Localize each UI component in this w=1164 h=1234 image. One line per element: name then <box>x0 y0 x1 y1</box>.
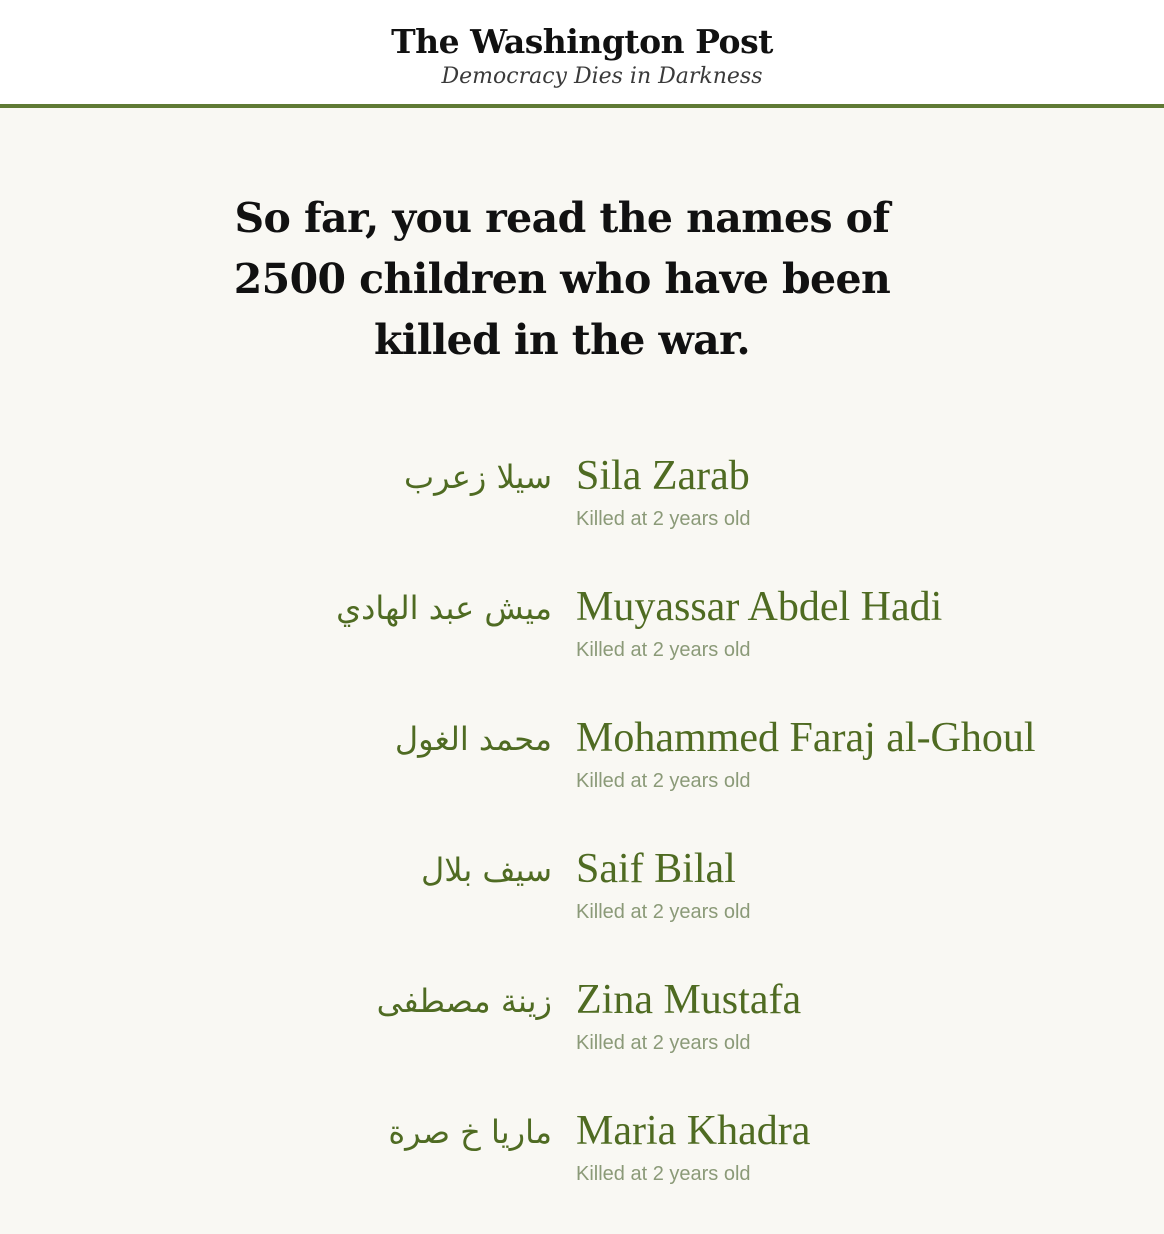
list-item <box>0 972 1164 1103</box>
list-item <box>0 448 1164 579</box>
arabic-name: سيف بلال <box>420 851 552 889</box>
site-header <box>0 0 1164 108</box>
list-item <box>0 710 1164 841</box>
arabic-name: ماريا خ صرة <box>388 1113 552 1151</box>
age-caption: Killed at 2 years old <box>576 639 751 661</box>
english-name: Mohammed Faraj al-Ghoul <box>576 715 1036 761</box>
english-name: Maria Khadra <box>576 1108 811 1154</box>
names-list <box>0 448 1164 1234</box>
english-name: Zina Mustafa <box>576 977 802 1023</box>
english-name: Saif Bilal <box>576 846 736 892</box>
arabic-name: زينة مصطفى <box>376 982 552 1020</box>
arabic-name: محمد الغول <box>394 720 552 758</box>
arabic-name: سيلا زعرب <box>403 458 552 496</box>
masthead-tagline: Democracy Dies in Darkness <box>441 64 763 89</box>
page-headline: So far, you read the names of 2500 children who have been killed in the war. <box>233 194 891 364</box>
list-item <box>0 1103 1164 1234</box>
arabic-name: ميش عبد الهادي <box>336 589 552 627</box>
list-item <box>0 841 1164 972</box>
age-caption: Killed at 2 years old <box>576 770 751 792</box>
age-caption: Killed at 2 years old <box>576 508 751 530</box>
age-caption: Killed at 2 years old <box>576 1032 751 1054</box>
list-item <box>0 579 1164 710</box>
age-caption: Killed at 2 years old <box>576 901 751 923</box>
english-name: Muyassar Abdel Hadi <box>576 584 943 630</box>
masthead-logo[interactable]: The Washington Post <box>391 22 773 61</box>
age-caption: Killed at 2 years old <box>576 1163 751 1185</box>
english-name: Sila Zarab <box>576 453 750 499</box>
